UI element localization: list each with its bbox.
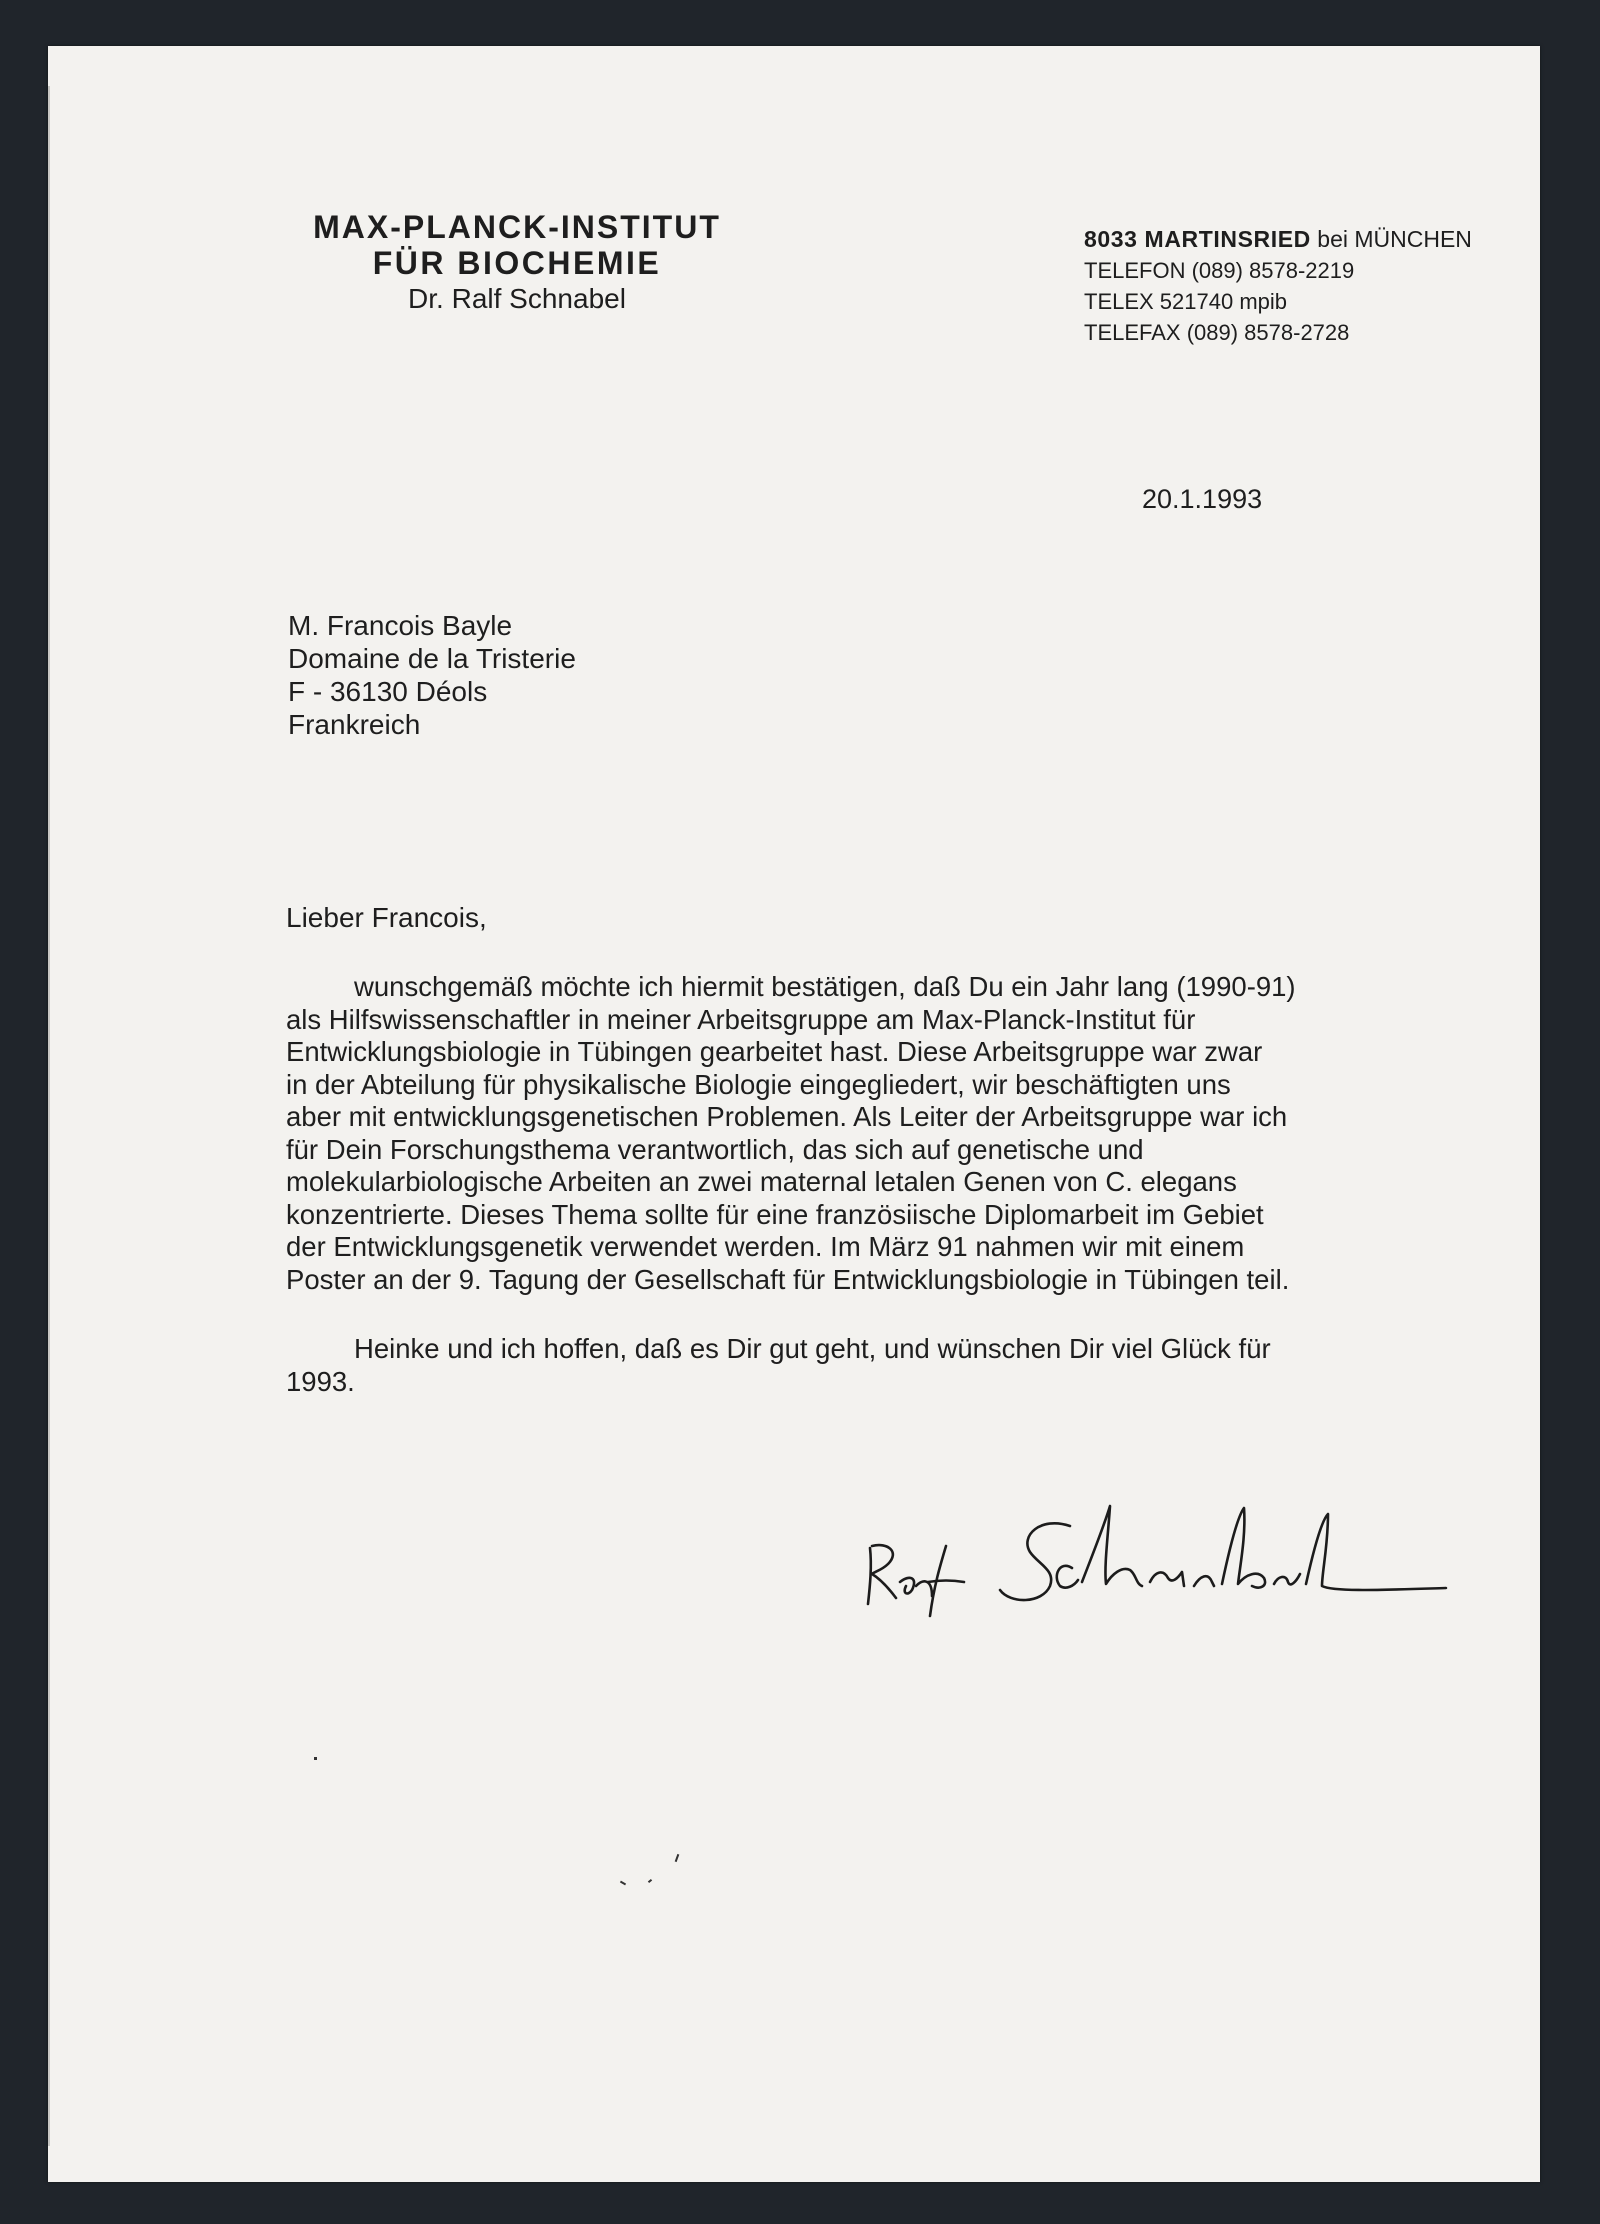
page-edge-shadow <box>48 86 50 2146</box>
telefax-line: TELEFAX (089) 8578-2728 <box>1084 320 1350 345</box>
body-line: aber mit entwicklungsgenetischen Problemen. Als Leiter der Arbeitsgruppe war ich <box>286 1101 1288 1132</box>
body-line: in der Abteilung für physikalische Biologie eingegliedert, wir beschäftigten uns <box>286 1068 1231 1100</box>
sender-name: Dr. Ralf Schnabel <box>408 283 626 314</box>
body-line: Poster an der 9. Tagung der Gesellschaft für Entwicklungsbiologie in Tübingen teil. <box>286 1263 1290 1295</box>
body-line: für Dein Forschungsthema verantwortlich, das sich auf genetische und <box>286 1133 1144 1165</box>
recipient-street: Domaine de la Tristerie <box>288 643 576 674</box>
contact-block <box>1084 224 1472 348</box>
telefon-line: TELEFON (089) 8578-2219 <box>1084 258 1355 283</box>
scan-speck <box>314 1757 317 1760</box>
body-line: als Hilfswissenschaftler in meiner Arbeitsgruppe am Max-Planck-Institut für <box>286 1003 1196 1035</box>
recipient-country: Frankreich <box>288 709 421 740</box>
scan-speck <box>675 1854 680 1862</box>
handwritten-signature <box>860 1486 1460 1626</box>
telex-line: TELEX 521740 mpib <box>1084 289 1288 314</box>
letterhead <box>292 209 742 317</box>
letter-body <box>286 971 1446 1296</box>
closing-paragraph <box>286 1333 1446 1398</box>
postcode-city: 8033 MARTINSRIED <box>1084 226 1311 252</box>
institute-department: FÜR BIOCHEMIE <box>372 245 662 281</box>
letter-date: 20.1.1993 <box>1142 484 1263 514</box>
body-line: wunschgemäß möchte ich hiermit bestätigen, daß Du ein Jahr lang (1990-91) <box>354 971 1296 1002</box>
address-line <box>1084 224 1472 255</box>
body-line: molekularbiologische Arbeiten an zwei maternal letalen Genen von C. elegans <box>286 1166 1237 1197</box>
city-suffix: bei MÜNCHEN <box>1310 226 1472 252</box>
body-line: der Entwicklungsgenetik verwendet werden. Im März 91 nahmen wir mit einem <box>286 1231 1245 1262</box>
salutation: Lieber Francois, <box>286 902 487 933</box>
closing-line: Heinke und ich hoffen, daß es Dir gut geht, und wünschen Dir viel Glück für <box>354 1333 1271 1364</box>
recipient-name: M. Francois Bayle <box>288 610 513 641</box>
body-line: konzentrierte. Dieses Thema sollte für eine französiische Diplomarbeit im Gebiet <box>286 1198 1264 1230</box>
recipient-city: F - 36130 Déols <box>288 676 488 707</box>
institute-name: MAX-PLANCK-INSTITUT <box>313 209 721 245</box>
scan-speck <box>620 1881 626 1886</box>
letter-page <box>48 46 1540 2182</box>
closing-line: 1993. <box>286 1365 355 1397</box>
scan-speck <box>648 1879 652 1883</box>
body-line: Entwicklungsbiologie in Tübingen gearbeitet hast. Diese Arbeitsgruppe war zwar <box>286 1036 1263 1067</box>
recipient-address <box>288 609 576 741</box>
